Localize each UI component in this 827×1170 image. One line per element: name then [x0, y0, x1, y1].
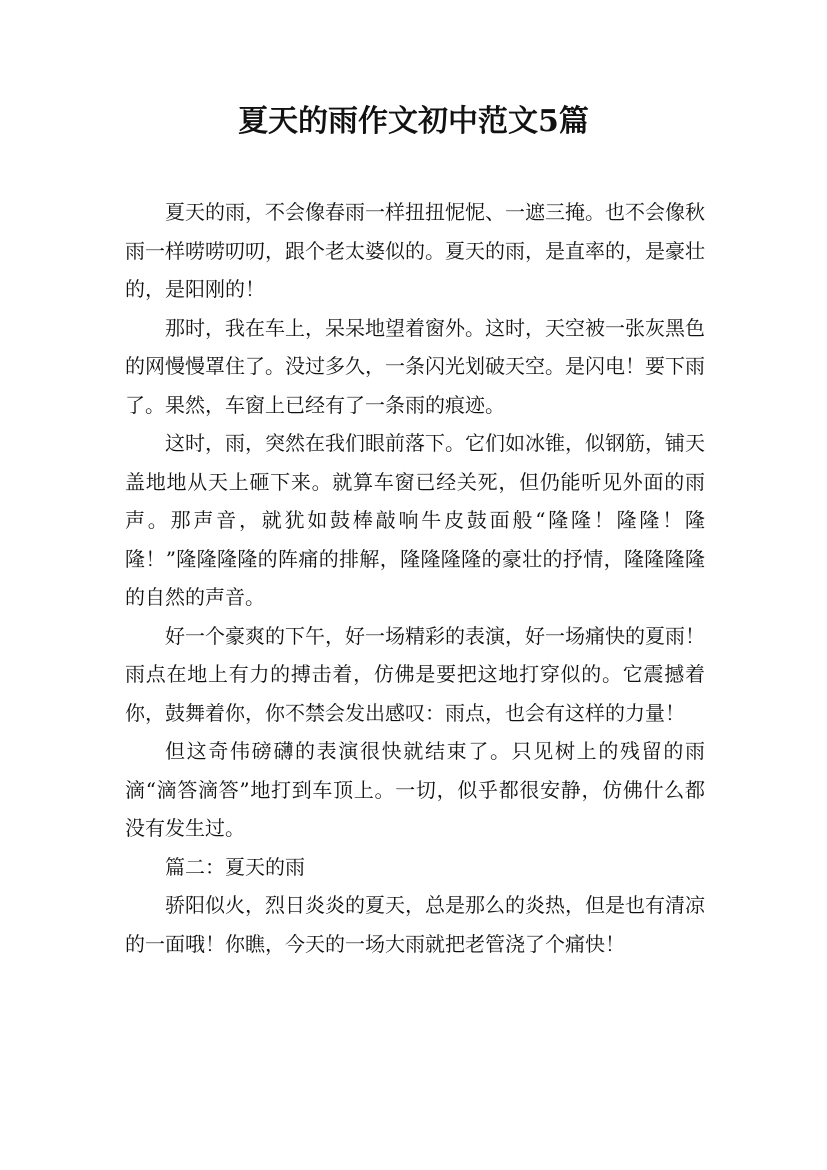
document-title: 夏天的雨作文初中范文5篇: [238, 104, 589, 139]
paragraph-2: 那时，我在车上，呆呆地望着窗外。这时，天空被一张灰黑色的网慢慢罩住了。没过多久，一条闪光划破天空。是闪电！要下雨了。果然，车窗上已经有了一条雨的痕迹。: [125, 315, 705, 417]
paragraph-4: 好一个豪爽的下午，好一场精彩的表演，好一场痛快的夏雨！雨点在地上有力的搏击着，仿佛是要把这地打穿似的。它震撼着你，鼓舞着你，你不禁会发出感叹：雨点，也会有这样的力量！: [125, 623, 705, 725]
paragraph-1: 夏天的雨，不会像春雨一样扭扭怩怩、一遮三掩。也不会像秋雨一样唠唠叨叨，跟个老太婆似的。夏天的雨，是直率的，是豪壮的，是阳刚的！: [125, 200, 705, 301]
paragraph-6: 骄阳似火，烈日炎炎的夏天，总是那么的炎热，但是也有清凉的一面哦！你瞧，今天的一场大雨就把老管浇了个痛快！: [125, 893, 705, 956]
paragraph-5: 但这奇伟磅礴的表演很快就结束了。只见树上的残留的雨滴“滴答滴答”地打到车顶上。一切，似乎都很安静，仿佛什么都没有发生过。: [125, 739, 705, 840]
document-body: [125, 193, 705, 963]
paragraph-3: 这时，雨，突然在我们眼前落下。它们如冰锥，似钢筋，铺天盖地地从天上砸下来。就算车窗已经关死，但仍能听见外面的雨声。那声音，就犹如鼓棒敲响牛皮鼓面般“隆隆！隆隆！隆隆！”隆隆隆隆的阵痛的排解，隆隆隆隆的豪壮的抒情，隆隆隆隆的自然的声音。: [125, 431, 705, 609]
section-heading-2: 篇二：夏天的雨: [165, 854, 305, 879]
